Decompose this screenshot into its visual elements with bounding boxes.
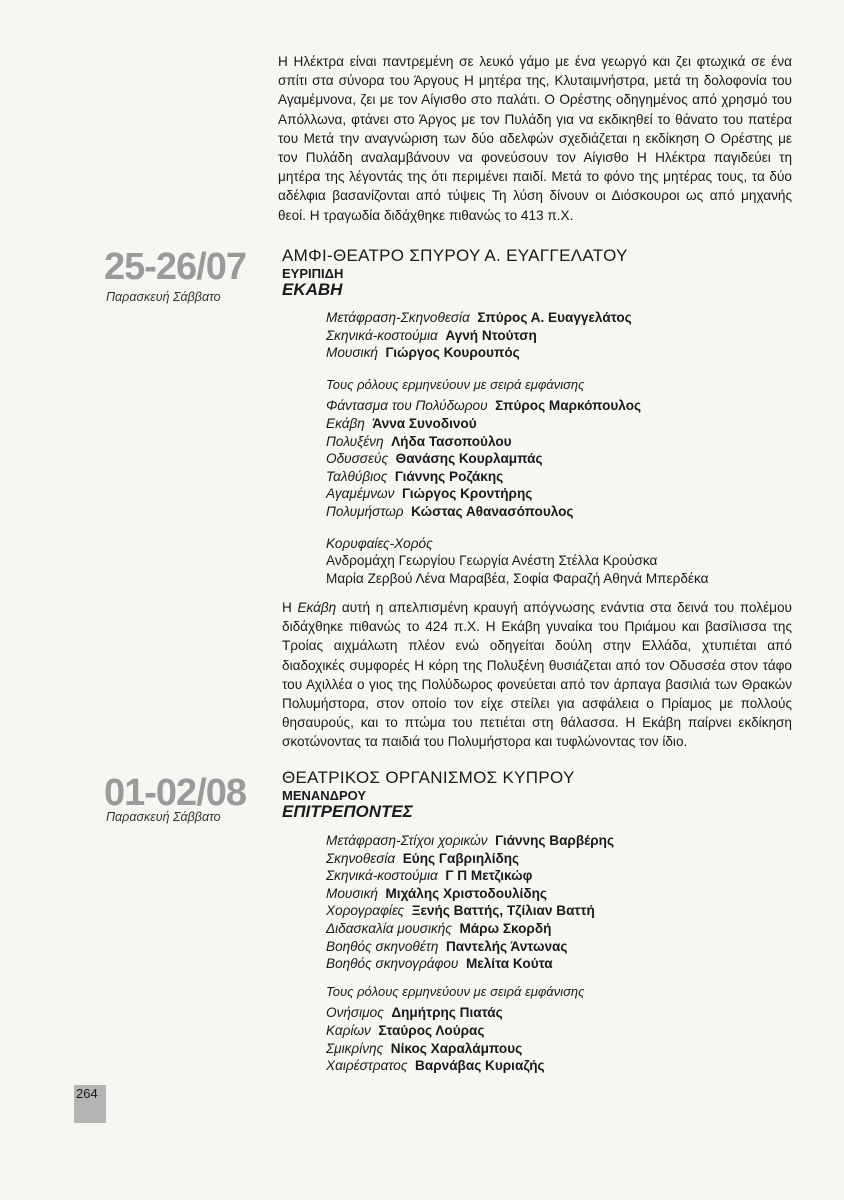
page-number: 264 [76,1086,98,1101]
event-date: 01-02/08 [104,772,247,814]
crew-row [326,327,786,345]
cast-row [326,1022,786,1040]
crew-row [326,902,786,920]
intro-text: Η Ηλέκτρα είναι παντρεμένη σε λευκό γάμο με ένα γεωργό και ζει φτωχικά σε ένα σπίτι στα σύνορα του Άργους Η μητέρα της, Κλυταιμνήστρα, μετά τη δολοφονία του Αγαμέμνονα, ζει με τον Αίγισθο στο παλάτι. Ο Ορέστης οδηγημένος από χρησμό του Απόλλωνα, φτάνει στο Άργος με τον Πυλάδη για να εκδικηθεί το θάνατο του πατέρα του Μετά την αναγνώριση των δύο αδελφών σχεδιάζεται η εκδίκηση Ο Ορέστης με τον Πυλάδη αναλαμβάνουν να φονεύσουν τον Αίγισθο Η Ηλέκτρα παγιδεύει τη μητέρα της λέγοντάς της ότι περιμένει παιδί. Μετά το φόνο της μητέρας τους, τα δύο αδέλφια βασανίζονται από τύψεις Τη λύση δίνουν οι Διόσκουροι ως από μηχανής θεοί. Η τραγωδία διδάχθηκε πιθανώς το 413 π.Χ. [278,54,792,223]
crew-row [326,309,786,327]
event-date: 25-26/07 [104,246,247,288]
crew-name: Σπύρος Α. Ευαγγελάτος [477,310,632,325]
cast-name: Κώστας Αθανασόπουλος [411,503,574,519]
cast-row [326,433,786,451]
chorus-line: Ανδρομάχη Γεωργίου Γεωργία Ανέστη Στέλλα Κρούσκα [326,553,658,569]
crew-row [326,885,786,903]
crew-name: Γιώργος Κουρουπός [385,345,520,361]
cast-role: Καρίων [326,1022,371,1038]
crew-role: Σκηνικά-κοστούμια [326,868,438,884]
crew-row [326,832,786,850]
cast-role: Αγαμέμνων [326,486,395,502]
cast-name: Νίκος Χαραλάμπους [390,1040,523,1056]
cast-row [326,1004,786,1022]
crew-role: Μουσική [326,345,378,361]
cast-row [326,485,786,503]
summary-text: αυτή η απελπισμένη κραυγή απόγνωσης ενάντια στα δεινά του πολέμου διδάχθηκε πιθανώς το 424 π.Χ. Η Εκάβη γυναίκα του Πριάμου και βασίλισσα της Τροίας αιχμάλωτη πλέον ενώ οδηγείται δούλη στην Ελλάδα, χτυπιέται από διαδοχικές συμφορές Η κόρη της Πολυξένη θυσιάζεται από τον Οδυσσέα στον τάφο του Αχιλλέα ο γιος της Πολύδωρος φονεύεται από τον άρπαγα βασιλιά των Θρακών Πολυμήστορα, στον οποίο τον είχε στείλει για ασφάλεια ο Πρίαμος με πολλούς θησαυρούς, και το πτώμα του πετιέται στη θάλασσα. Η Εκάβη παίρνει εκδίκηση σκοτώνοντας τα παιδιά του Πολυμήστορα και τυφλώνοντας τον ίδιο. [282,600,792,750]
event-venue: ΘΕΑΤΡΙΚΟΣ ΟΡΓΑΝΙΣΜΟΣ ΚΥΠΡΟΥ [282,768,575,787]
cast-row [326,415,786,433]
crew-row [326,955,786,973]
crew-name: Εύης Γαβριηλίδης [402,850,520,866]
play-title: ΕΚΑΒΗ [282,280,343,299]
cast-name: Γιώργος Κροντήρης [401,486,533,502]
cast-note: Τους ρόλους ερμηνεύουν με σειρά εμφάνισης [326,376,585,392]
cast-row [326,397,786,415]
crew-name: Παντελής Άντωνας [445,938,568,954]
crew-name: Αγνή Ντούτση [445,327,537,343]
chorus-label: Κορυφαίες-Χορός [326,535,433,551]
crew-row [326,938,786,956]
play-summary [282,598,792,752]
crew-row [326,344,786,362]
cast-role: Χαιρέστρατος [326,1058,408,1074]
crew-name: Μιχάλης Χριστοδουλίδης [385,885,547,901]
cast-row [326,1057,786,1075]
cast-role: Οδυσσεύς [326,451,389,467]
event-days: Παρασκευή Σάββατο [106,290,221,304]
cast-name: Άννα Συνοδινού [372,415,477,431]
crew-role: Βοηθός σκηνοθέτη [326,938,439,954]
summary-prefix: Η [282,600,298,615]
crew-role: Βοηθός σκηνογράφου [326,956,459,972]
crew-row [326,920,786,938]
cast-name: Δημήτρης Πιατάς [391,1005,503,1021]
crew-name: Γ Π Μετζικώφ [445,868,533,884]
credits-block [326,309,786,587]
event-days: Παρασκευή Σάββατο [106,810,221,824]
play-title: ΕΠΙΤΡΕΠΟΝΤΕΣ [282,802,413,821]
crew-name: Ξενής Βαττής, Τζίλιαν Βαττή [411,903,595,919]
summary-play-name: Εκάβη [297,600,337,615]
cast-row [326,468,786,486]
crew-role: Μουσική [326,885,378,901]
crew-row [326,867,786,885]
crew-role: Μετάφραση-Στίχοι χορικών [326,833,488,848]
cast-role: Εκάβη [326,415,365,431]
play-author: ΕΥΡΙΠΙΔΗ [282,266,344,281]
cast-name: Βαρνάβας Κυριαζής [415,1058,545,1074]
cast-name: Θανάσης Κουρλαμπάς [395,451,543,467]
crew-role: Σκηνικά-κοστούμια [326,327,438,343]
play-author: ΜΕΝΑΝΔΡΟΥ [282,788,367,803]
cast-note: Τους ρόλους ερμηνεύουν με σειρά εμφάνισης [326,983,585,999]
crew-name: Μάρω Σκορδή [459,920,552,936]
cast-row [326,503,786,521]
event-venue: ΑΜΦΙ-ΘΕΑΤΡΟ ΣΠΥΡΟΥ Α. ΕΥΑΓΓΕΛΑΤΟΥ [282,246,628,265]
cast-role: Σμικρίνης [326,1040,384,1056]
credits-block [326,832,786,1075]
crew-role: Διδασκαλία μουσικής [326,920,452,936]
crew-role: Μετάφραση-Σκηνοθεσία [326,310,470,325]
crew-role: Χορογραφίες [326,903,405,919]
chorus-line: Μαρία Ζερβού Λένα Μαραβέα, Σοφία Φαραζή Αθηνά Μπερδέκα [326,570,709,586]
cast-role: Πολυξένη [326,433,384,449]
cast-name: Λήδα Τασοπούλου [391,433,512,449]
crew-name: Γιάννης Βαρβέρης [495,833,615,848]
cast-name: Σταύρος Λούρας [378,1022,485,1038]
cast-row [326,1040,786,1058]
cast-role: Φάντασμα του Πολύδωρου [326,398,488,414]
cast-role: Ταλθύβιος [326,468,388,484]
cast-role: Ονήσιμος [326,1005,384,1021]
intro-paragraph [278,52,792,225]
crew-row [326,850,786,868]
cast-row [326,450,786,468]
cast-name: Γιάννης Ροζάκης [394,468,504,484]
cast-name: Σπύρος Μαρκόπουλος [495,398,642,414]
cast-role: Πολυμήστωρ [326,503,404,519]
crew-name: Μελίτα Κούτα [465,956,553,972]
crew-role: Σκηνοθεσία [326,850,396,866]
